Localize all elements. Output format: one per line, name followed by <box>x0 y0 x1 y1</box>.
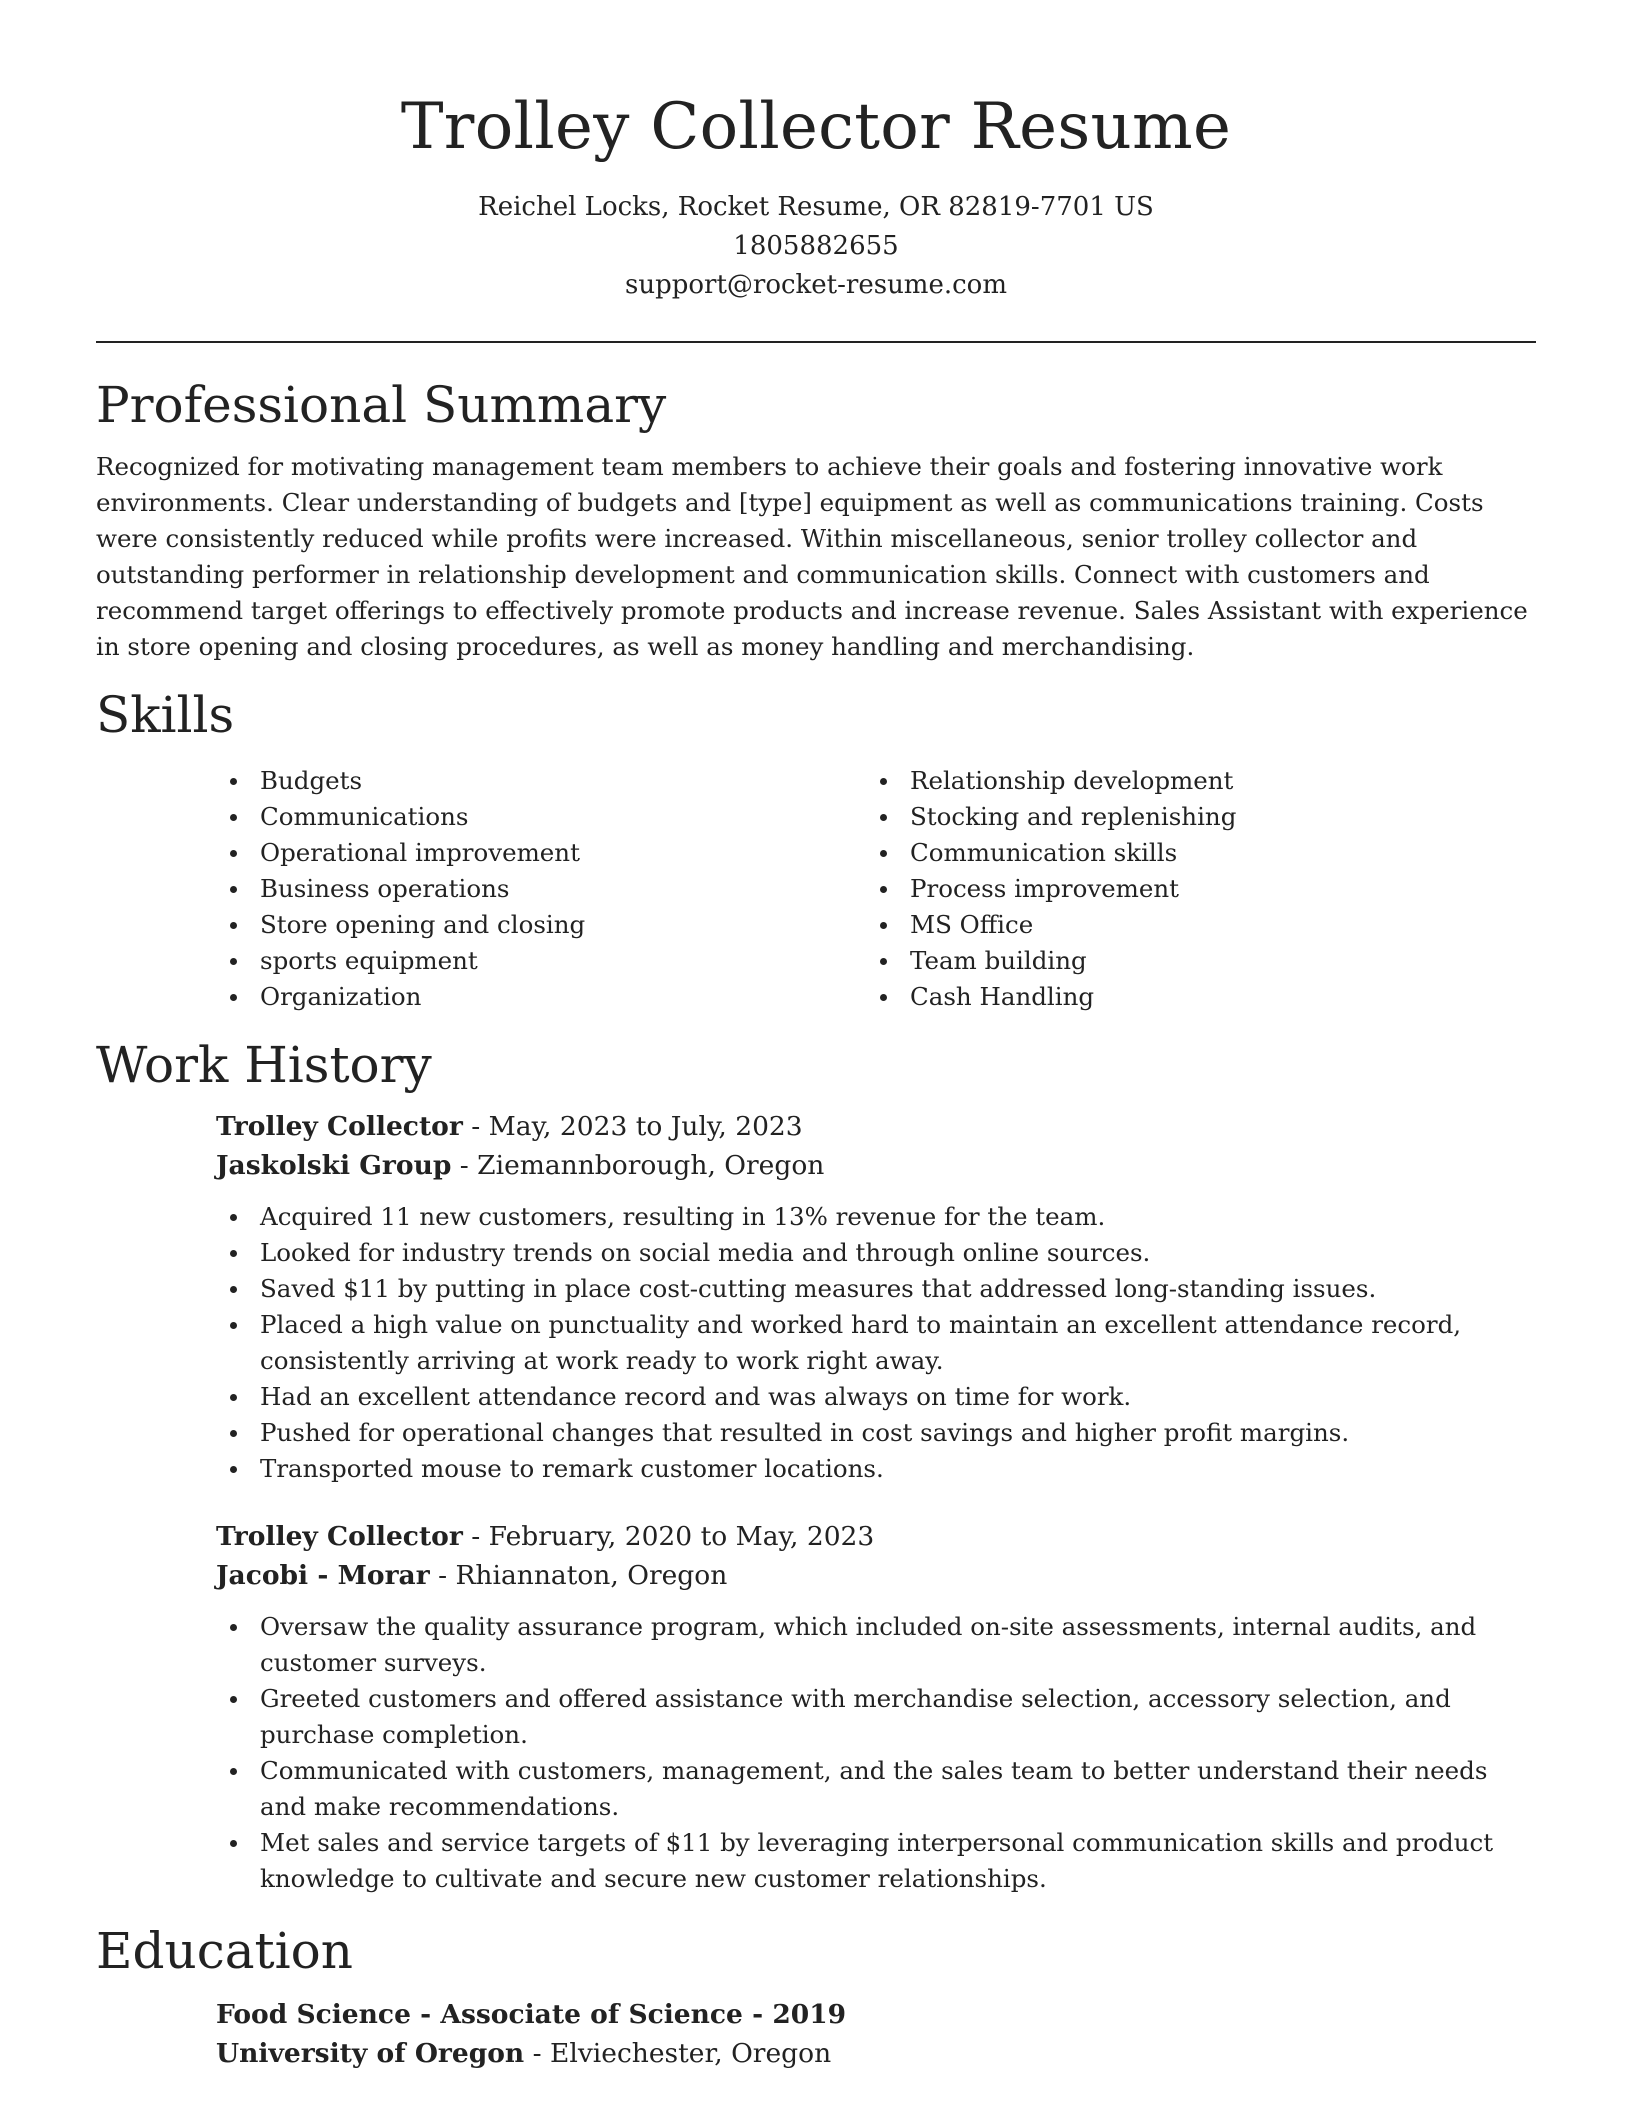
skill-item: Stocking and replenishing <box>866 799 1516 835</box>
skill-item: Business operations <box>216 871 866 907</box>
skill-item: Store opening and closing <box>216 907 866 943</box>
job-bullet: Oversaw the quality assurance program, which included on-site assessments, internal audits, and customer surveys. <box>216 1609 1536 1681</box>
skill-item: Operational improvement <box>216 835 866 871</box>
education-entry <box>216 1995 1536 2073</box>
skills-heading: Skills <box>96 686 235 744</box>
contact-address: Reichel Locks, Rocket Resume, OR 82819-7701 US <box>478 192 1154 222</box>
education-section <box>96 1921 1536 2073</box>
skill-item: Relationship development <box>866 763 1516 799</box>
job-company-line <box>216 1146 1536 1185</box>
skill-item: Communication skills <box>866 835 1516 871</box>
skill-item: Budgets <box>216 763 866 799</box>
summary-heading: Professional Summary <box>96 376 667 434</box>
job-company: Jacobi - Morar <box>216 1560 430 1591</box>
skill-item: Process improvement <box>866 871 1516 907</box>
resume-title: Trolley Collector Resume <box>400 90 1232 164</box>
education-location: - Elviechester, Oregon <box>524 2038 832 2069</box>
job-bullet: Met sales and service targets of $11 by leveraging interpersonal communication skills and product knowledge to cultivate and secure new customer relationships. <box>216 1825 1536 1897</box>
skills-columns <box>216 763 1536 1015</box>
contact-email: support@rocket-resume.com <box>624 270 1007 300</box>
job-bullet: Transported mouse to remark customer locations. <box>216 1451 1536 1487</box>
job-dates: - February, 2020 to May, 2023 <box>462 1521 875 1552</box>
education-school-line <box>216 2034 1536 2073</box>
job-title-line <box>216 1517 1536 1556</box>
skills-column-left <box>216 763 866 1015</box>
skill-item: sports equipment <box>216 943 866 979</box>
resume-page <box>96 0 1536 2073</box>
job-bullet: Pushed for operational changes that resulted in cost savings and higher profit margins. <box>216 1415 1536 1451</box>
contact-phone: 1805882655 <box>733 231 899 261</box>
job-bullet: Acquired 11 new customers, resulting in 13% revenue for the team. <box>216 1199 1536 1235</box>
job-bullet: Greeted customers and offered assistance with merchandise selection, accessory selection, and purchase completion. <box>216 1681 1536 1753</box>
job-bullet: Saved $11 by putting in place cost-cutting measures that addressed long-standing issues. <box>216 1271 1536 1307</box>
skill-item: MS Office <box>866 907 1516 943</box>
job-bullet: Looked for industry trends on social media and through online sources. <box>216 1235 1536 1271</box>
skill-item: Communications <box>216 799 866 835</box>
job-title-line <box>216 1107 1536 1146</box>
job-bullets <box>216 1199 1536 1487</box>
job-entry <box>216 1517 1536 1897</box>
job-dates: - May, 2023 to July, 2023 <box>462 1111 803 1142</box>
job-bullet: Placed a high value on punctuality and worked hard to maintain an excellent attendance record, consistently arriving at work ready to work right away. <box>216 1307 1536 1379</box>
job-entry <box>216 1107 1536 1487</box>
contact-block <box>96 188 1536 305</box>
work-history-section <box>96 1035 1536 1897</box>
header-divider <box>96 341 1536 343</box>
job-bullet: Communicated with customers, management, and the sales team to better understand their needs and make recommendations. <box>216 1753 1536 1825</box>
job-bullet: Had an excellent attendance record and was always on time for work. <box>216 1379 1536 1415</box>
resume-header <box>96 0 1536 305</box>
skills-section <box>96 685 1536 1015</box>
job-location: - Rhiannaton, Oregon <box>429 1560 728 1591</box>
summary-text: Recognized for motivating management team members to achieve their goals and fostering innovative work environments. Clear understanding of budgets and [type] equipment as well as communications training. Costs were consistently reduced while profits were increased. Within miscellaneous, senior trolley collector and outstanding performer in relationship development and communication skills. Connect with customers and recommend target offerings to effectively promote products and increase revenue. Sales Assistant with experience in store opening and closing procedures, as well as money handling and merchandising. <box>96 452 1528 661</box>
job-location: - Ziemannborough, Oregon <box>451 1150 825 1181</box>
work-history-heading: Work History <box>96 1036 432 1094</box>
job-company: Jaskolski Group <box>216 1150 452 1181</box>
education-heading: Education <box>96 1922 353 1980</box>
skills-column-right <box>866 763 1516 1015</box>
education-school: University of Oregon <box>216 2038 525 2069</box>
skill-item: Team building <box>866 943 1516 979</box>
job-bullets <box>216 1609 1536 1897</box>
job-company-line <box>216 1556 1536 1595</box>
job-title: Trolley Collector <box>216 1521 463 1552</box>
education-degree: Food Science - Associate of Science - 2019 <box>216 1999 847 2030</box>
skill-item: Organization <box>216 979 866 1015</box>
job-title: Trolley Collector <box>216 1111 463 1142</box>
summary-section <box>96 375 1536 665</box>
skill-item: Cash Handling <box>866 979 1516 1015</box>
